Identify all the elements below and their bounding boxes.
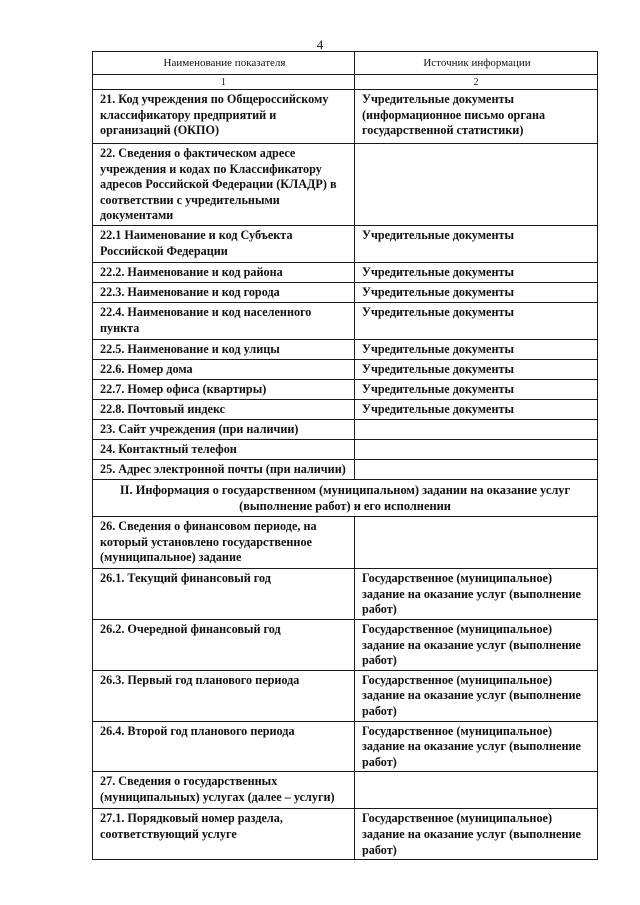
table-row — [93, 400, 598, 420]
info-source — [355, 517, 598, 569]
section-header-row — [93, 480, 598, 517]
column-header-source: Источник информации — [355, 52, 598, 75]
indicator-name: 27. Сведения о государственных (муниципальных) услугах (далее – услуги) — [93, 772, 355, 809]
indicators-table — [92, 51, 598, 860]
indicator-name: 22.3. Наименование и код города — [93, 283, 355, 303]
table-row — [93, 263, 598, 283]
info-source: Государственное (муниципальное) задание на оказание услуг (выполнение работ) — [355, 670, 598, 721]
table-row — [93, 460, 598, 480]
indicator-name: 22. Сведения о фактическом адресе учреждения и кодах по Классификатору адресов Российской Федерации (КЛАДР) в соответствии с учредительными документами — [93, 144, 355, 226]
column-header-indicator: Наименование показателя — [93, 52, 355, 75]
indicator-name: 24. Контактный телефон — [93, 440, 355, 460]
info-source: Государственное (муниципальное) задание на оказание услуг (выполнение работ) — [355, 721, 598, 772]
info-source: Учредительные документы — [355, 303, 598, 340]
indicator-name: 22.7. Номер офиса (квартиры) — [93, 380, 355, 400]
column-number-1: 1 — [93, 75, 355, 90]
indicator-name: 22.6. Номер дома — [93, 360, 355, 380]
indicator-name: 26.1. Текущий финансовый год — [93, 569, 355, 620]
indicator-name: 26. Сведения о финансовом периоде, на который установлено государственное (муниципальное) задание — [93, 517, 355, 569]
info-source: Государственное (муниципальное) задание на оказание услуг (выполнение работ) — [355, 569, 598, 620]
table-row — [93, 90, 598, 144]
info-source: Учредительные документы (информационное письмо органа государственной статистики) — [355, 90, 598, 144]
info-source — [355, 144, 598, 226]
table-header-row — [93, 52, 598, 75]
info-source: Учредительные документы — [355, 380, 598, 400]
info-source — [355, 460, 598, 480]
info-source: Государственное (муниципальное) задание на оказание услуг (выполнение работ) — [355, 619, 598, 670]
page-number: 4 — [316, 37, 324, 52]
info-source: Учредительные документы — [355, 400, 598, 420]
indicator-name: 25. Адрес электронной почты (при наличии) — [93, 460, 355, 480]
table-row — [93, 619, 598, 670]
info-source: Учредительные документы — [355, 283, 598, 303]
info-source: Учредительные документы — [355, 340, 598, 360]
indicator-name: 26.3. Первый год планового периода — [93, 670, 355, 721]
indicator-name: 23. Сайт учреждения (при наличии) — [93, 420, 355, 440]
info-source — [355, 420, 598, 440]
indicator-name: 22.8. Почтовый индекс — [93, 400, 355, 420]
table-row — [93, 303, 598, 340]
table-row — [93, 420, 598, 440]
info-source: Учредительные документы — [355, 360, 598, 380]
table-row — [93, 360, 598, 380]
table-row — [93, 144, 598, 226]
indicator-name: 26.2. Очередной финансовый год — [93, 619, 355, 670]
column-number-2: 2 — [355, 75, 598, 90]
indicator-name: 22.2. Наименование и код района — [93, 263, 355, 283]
indicator-name: 22.1 Наименование и код Субъекта Российской Федерации — [93, 226, 355, 263]
info-source: Учредительные документы — [355, 226, 598, 263]
table-row — [93, 670, 598, 721]
table-row — [93, 380, 598, 400]
indicator-name: 27.1. Порядковый номер раздела, соответствующий услуге — [93, 809, 355, 860]
table-row — [93, 440, 598, 460]
table-row — [93, 340, 598, 360]
table-row — [93, 809, 598, 860]
section-title: II. Информация о государственном (муниципальном) задании на оказание услуг (выполнение работ) и его исполнении — [93, 480, 598, 517]
table-row — [93, 283, 598, 303]
indicator-name: 22.4. Наименование и код населенного пункта — [93, 303, 355, 340]
table-row — [93, 569, 598, 620]
indicator-name: 21. Код учреждения по Общероссийскому классификатору предприятий и организаций (ОКПО) — [93, 90, 355, 144]
info-source — [355, 772, 598, 809]
table-row — [93, 517, 598, 569]
indicator-name: 22.5. Наименование и код улицы — [93, 340, 355, 360]
column-number-row — [93, 75, 598, 90]
table-row — [93, 772, 598, 809]
info-source: Учредительные документы — [355, 263, 598, 283]
info-source — [355, 440, 598, 460]
table-row — [93, 721, 598, 772]
info-source: Государственное (муниципальное) задание на оказание услуг (выполнение работ) — [355, 809, 598, 860]
indicator-name: 26.4. Второй год планового периода — [93, 721, 355, 772]
table-row — [93, 226, 598, 263]
